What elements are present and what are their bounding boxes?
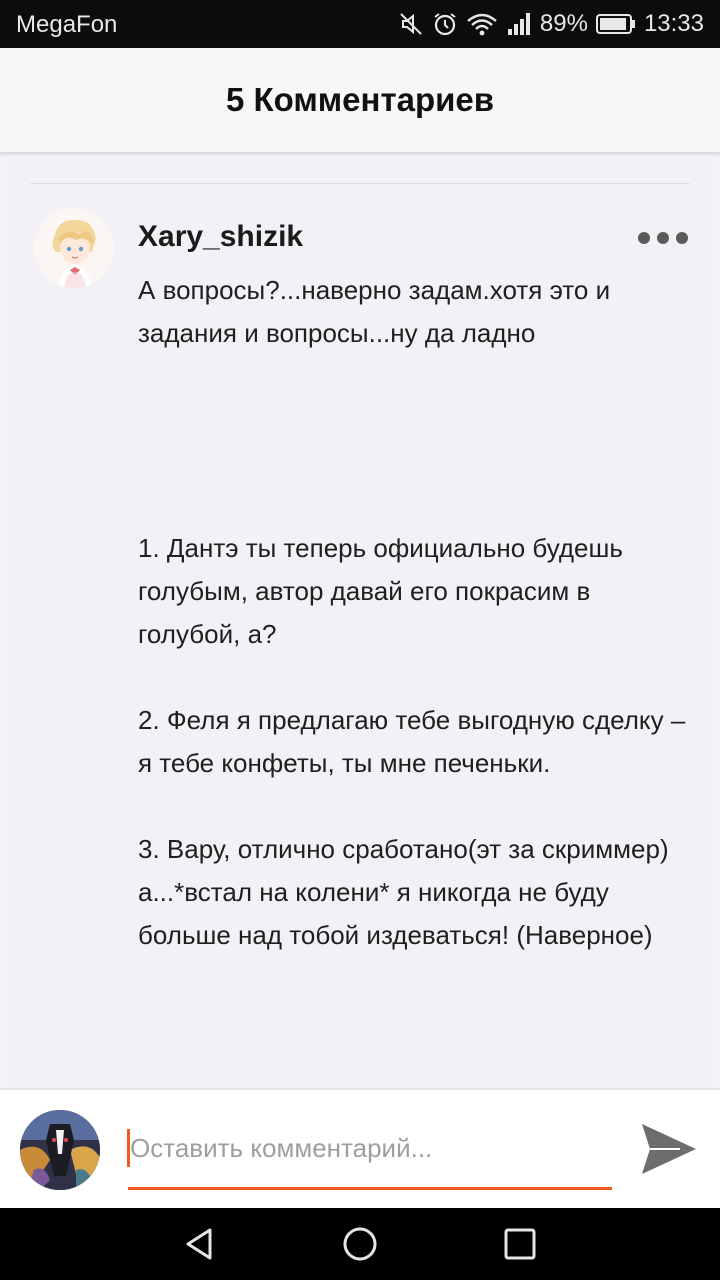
comment-paragraph: А вопросы?...наверно задам.хотя это и задания и вопросы...ну да ладно [138,275,618,348]
comment-paragraph [138,441,698,484]
status-icons [398,8,704,40]
comments-header [0,48,720,154]
home-icon[interactable] [342,1226,378,1262]
comment-paragraph [138,785,698,828]
system-nav-bar [0,1208,720,1280]
divider [30,183,690,184]
input-underline [128,1187,612,1190]
comment-author[interactable]: Xary_shizik [138,220,304,253]
wifi-icon [466,11,498,37]
comment-paragraph: 2. Феля я предлагаю тебе выгодную сделку – я тебе конфеты, ты мне печеньки. [138,705,693,778]
battery-percent: 89% [539,10,588,37]
battery-icon [596,13,636,35]
dot [657,232,669,244]
dot [676,232,688,244]
comment-paragraph [138,656,698,699]
comments-list[interactable] [10,156,710,1088]
comment-paragraph [138,398,698,441]
comment-input-bar [0,1088,720,1210]
comment-paragraph [138,355,698,398]
dot [638,232,650,244]
more-options-icon[interactable] [638,226,688,250]
clock: 13:33 [643,10,704,37]
back-icon[interactable] [182,1226,218,1262]
alarm-icon [432,11,458,37]
carrier-name: MegaFon [16,11,118,38]
user-avatar[interactable] [20,1110,100,1190]
mute-icon [398,11,424,37]
comment-paragraph: 3. Вару, отлично сработано(эт за скриммер) а...*встал на колени* я никогда не буду больше над тобой издеваться! (Наверное) [138,834,676,950]
comment-paragraph: 1. Дантэ ты теперь официально будешь голубым, автор давай его покрасим в голубой, а? [138,533,631,649]
comment-body [138,269,698,957]
recents-icon[interactable] [502,1226,538,1262]
send-icon[interactable] [640,1120,698,1178]
signal-icon [506,11,532,37]
avatar[interactable] [34,208,114,288]
comment-paragraph [138,484,698,527]
comment-input[interactable] [128,1120,614,1176]
status-bar [0,0,720,48]
page-title: 5 Комментариев [225,81,495,118]
